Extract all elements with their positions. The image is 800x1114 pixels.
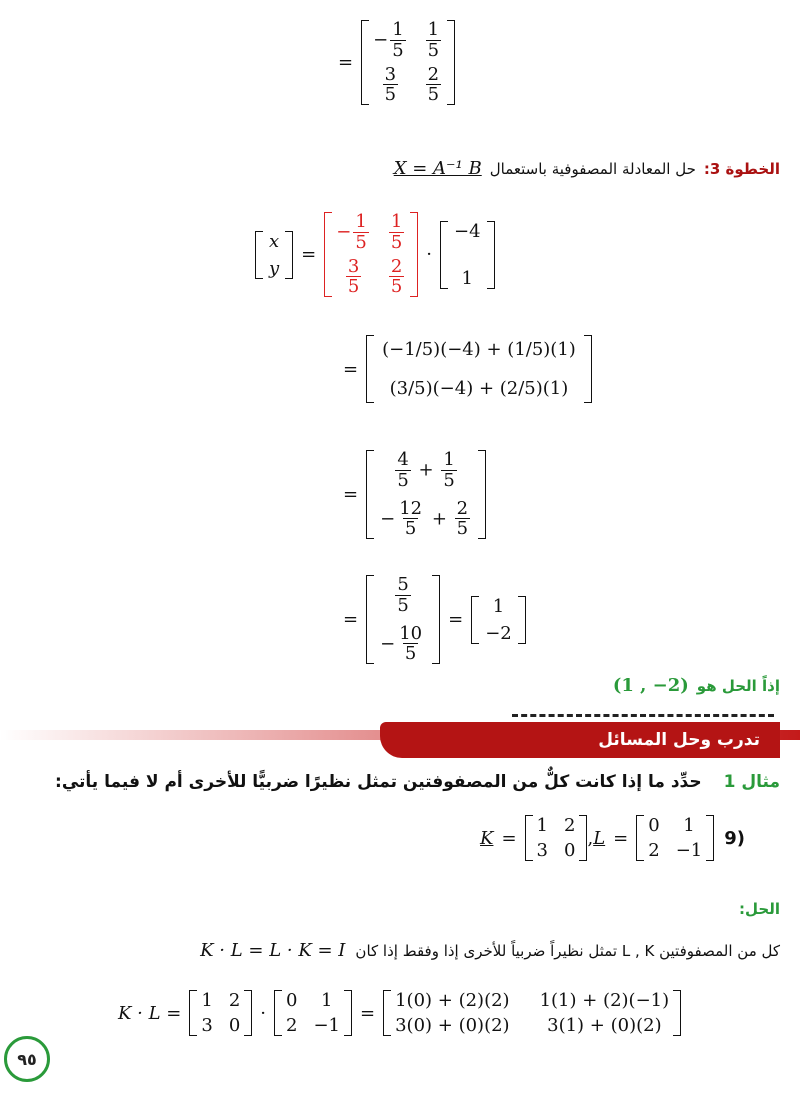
summed-product: = $\frac{4}{5}$ + $\frac{1}{5}$ − $\frac{12}{5}$ + $\frac{2}{5}$ (335, 450, 486, 539)
section-banner: تدرب وحل المسائل (380, 722, 780, 758)
inverse-matrix: − $\frac{1}{5}$ $\frac{1}{5}$ $\frac{3}{5}$ $\frac{2}{5}$ (361, 20, 455, 105)
example-line (55, 772, 780, 792)
kl-product: K · L = 1 2 3 0 · 0 1 2 −1 = 1(0) + (2)(2) 1(1) + (2)(−1) 3(0) + (0)(2) 3(1) + (0)(2) (118, 990, 681, 1036)
b-vector: −4 1 (440, 221, 495, 289)
matrix-k: 1 2 3 0 (525, 815, 588, 861)
step3-formula: X = A⁻¹ B (393, 158, 482, 179)
problem-9: K = 1 2 3 0 , L = 0 1 2 −1 9) (480, 815, 745, 861)
solution-text-line (200, 940, 780, 961)
expanded-product: = (−1/5)(−4) + (1/5)(1) (3/5)(−4) + (2/5)(1) (335, 335, 592, 403)
solution-condition: K · L = L · K = I (200, 940, 346, 961)
solution-text: كل من المصفوفتين L , K تمثل نظيراً ضربياً للأخرى إذا وفقط إذا كان (355, 941, 780, 960)
inverse-matrix-red: − $\frac{1}{5}$ $\frac{1}{5}$ $\frac{3}{5}$ $\frac{2}{5}$ (324, 212, 418, 297)
dashed-divider (512, 714, 774, 717)
step3-label: الخطوة 3: (703, 159, 780, 178)
step3-line (394, 158, 780, 179)
inverse-matrix-block: = − $\frac{1}{5}$ $\frac{1}{5}$ $\frac{3}{5}$ $\frac{2}{5}$ (330, 20, 455, 105)
page-number: ٩٥ (4, 1036, 50, 1082)
equation-setup: x y = − $\frac{1}{5}$ $\frac{1}{5}$ $\frac{3}{5}$ $\frac{2}{5}$ · −4 1 (255, 212, 495, 297)
result-vector: 1 −2 (471, 596, 526, 644)
matrix-l: 0 1 2 −1 (636, 815, 714, 861)
step3-text: حل المعادلة المصفوفية باستعمال (489, 159, 696, 178)
example-question: حدِّد ما إذا كانت كلٌّ من المصفوفتين تمثل نظيرًا ضربيًّا للأخرى أم لا فيما يأتي: (55, 772, 702, 792)
result-block: = $\frac{5}{5}$ − $\frac{10}{5}$ = 1 −2 (335, 575, 526, 664)
example-label: مثال 1 (723, 772, 780, 792)
product-result: 1(0) + (2)(2) 1(1) + (2)(−1) 3(0) + (0)(2) 3(1) + (0)(2) (383, 990, 681, 1036)
problem-number: 9) (724, 827, 745, 849)
xy-vector: x y (255, 231, 293, 279)
solution-label: الحل: (739, 900, 780, 918)
conclusion: إذاً الحل هو (1 , −2) (612, 675, 780, 696)
